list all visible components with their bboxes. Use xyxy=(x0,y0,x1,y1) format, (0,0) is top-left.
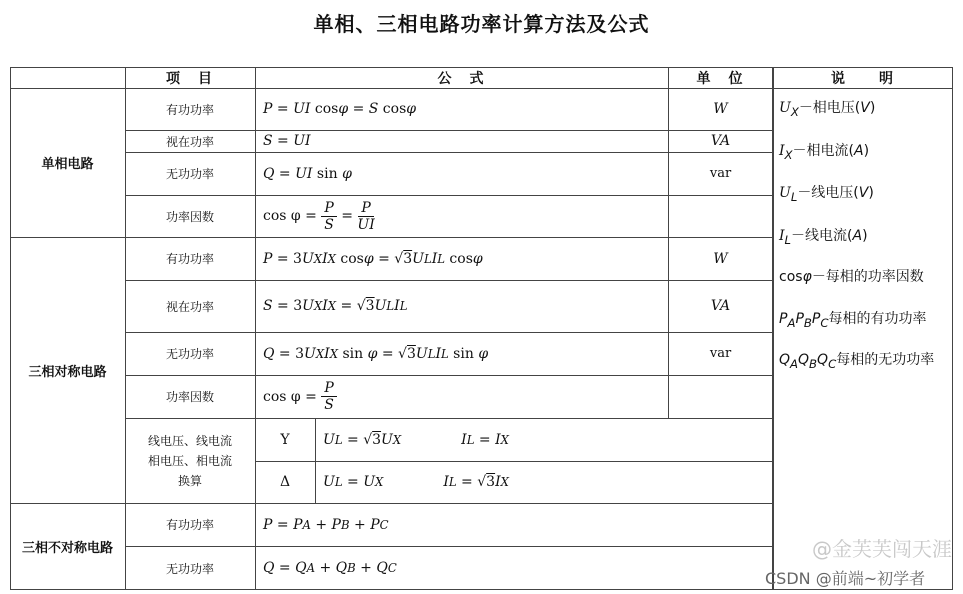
watermark-author: @金芙芙闯天涯 xyxy=(812,537,952,561)
page-title: 单相、三相电路功率计算方法及公式 xyxy=(313,12,650,36)
ts-item-pf: 功率因数 xyxy=(165,390,214,404)
sp-item-apparent: 视在功率 xyxy=(165,134,214,149)
ts-formula-apparent: S = 3 U X I X = √ 3 U L I L xyxy=(263,298,408,314)
ta-formula-active: P = P A + P B + P C xyxy=(263,516,389,533)
note-line-current: $I_L-$线电流(A) xyxy=(779,228,868,247)
sp-formula-pf: cos φ = $\frac{P}{S}$ = $\frac{P}{UI}$ xyxy=(263,199,375,233)
conversion-delta-symbol: Δ xyxy=(279,474,291,490)
sp-unit-reactive: var xyxy=(709,166,732,181)
note-reactive-each: $Q_AQ_BQ_C$每相的无功功率 xyxy=(779,352,935,371)
category-three-symmetric: 三相对称电路 xyxy=(28,364,107,380)
ts-item-reactive: 无功功率 xyxy=(165,347,214,361)
category-three-asymmetric: 三相不对称电路 xyxy=(21,541,113,556)
sp-formula-reactive: Q = UI sin φ xyxy=(263,165,352,182)
note-line-voltage: $U_L-$线电压(V) xyxy=(779,185,874,204)
conversion-y-symbol: Y xyxy=(280,431,290,448)
ta-item-active: 有功功率 xyxy=(165,518,214,532)
sp-formula-active: P = UI cos φ = S cos φ xyxy=(263,101,417,117)
sp-unit-active: W xyxy=(713,101,728,117)
header-unit: 单 位 xyxy=(696,70,745,87)
ts-item-active: 有功功率 xyxy=(165,252,214,266)
header-item: 项 目 xyxy=(166,70,214,87)
ta-formula-reactive: Q = Q A + Q B + Q C xyxy=(263,560,397,576)
category-single-phase: 单相电路 xyxy=(41,157,94,172)
ta-item-reactive: 无功功率 xyxy=(165,561,214,576)
header-formula: 公 式 xyxy=(437,70,486,87)
ts-unit-reactive: var xyxy=(709,346,732,361)
watermark-csdn: CSDN @前端~初学者 xyxy=(765,569,926,588)
sp-item-pf: 功率因数 xyxy=(165,209,214,224)
conversion-y-formula: U L = √ 3 U X I L = I X xyxy=(323,431,509,448)
note-power-factor: cosφ－每相的功率因数 xyxy=(779,269,924,285)
note-phase-voltage: $U_X-$相电压(V) xyxy=(779,100,876,119)
ts-item-apparent: 视在功率 xyxy=(165,299,214,314)
note-phase-current: $I_X-$相电流(A) xyxy=(779,143,870,162)
ts-item-conversion: 线电压、线电流 相电压、相电流 换算 xyxy=(147,433,232,488)
sp-unit-apparent: VA xyxy=(710,133,731,149)
note-active-each: $P_AP_BP_C$每相的有功功率 xyxy=(779,311,927,330)
ts-formula-reactive: Q = 3 U X I X sin φ = √ 3 U L I L sin φ xyxy=(263,345,489,362)
ts-unit-active: W xyxy=(713,250,728,267)
conversion-delta-formula: U L = U X I L = √ 3 I X xyxy=(323,474,509,490)
sp-formula-apparent: S = UI xyxy=(263,133,311,149)
sp-item-reactive: 无功功率 xyxy=(165,167,214,181)
ts-unit-apparent: VA xyxy=(710,298,731,314)
sp-item-active: 有功功率 xyxy=(165,102,214,117)
ts-formula-active: P = 3 U X I X cos φ = √ 3 U L I L cos φ xyxy=(263,250,483,267)
ts-formula-pf: cos φ = $\frac{P}{S}$ xyxy=(255,375,668,418)
header-note: 说 明 xyxy=(831,70,895,87)
